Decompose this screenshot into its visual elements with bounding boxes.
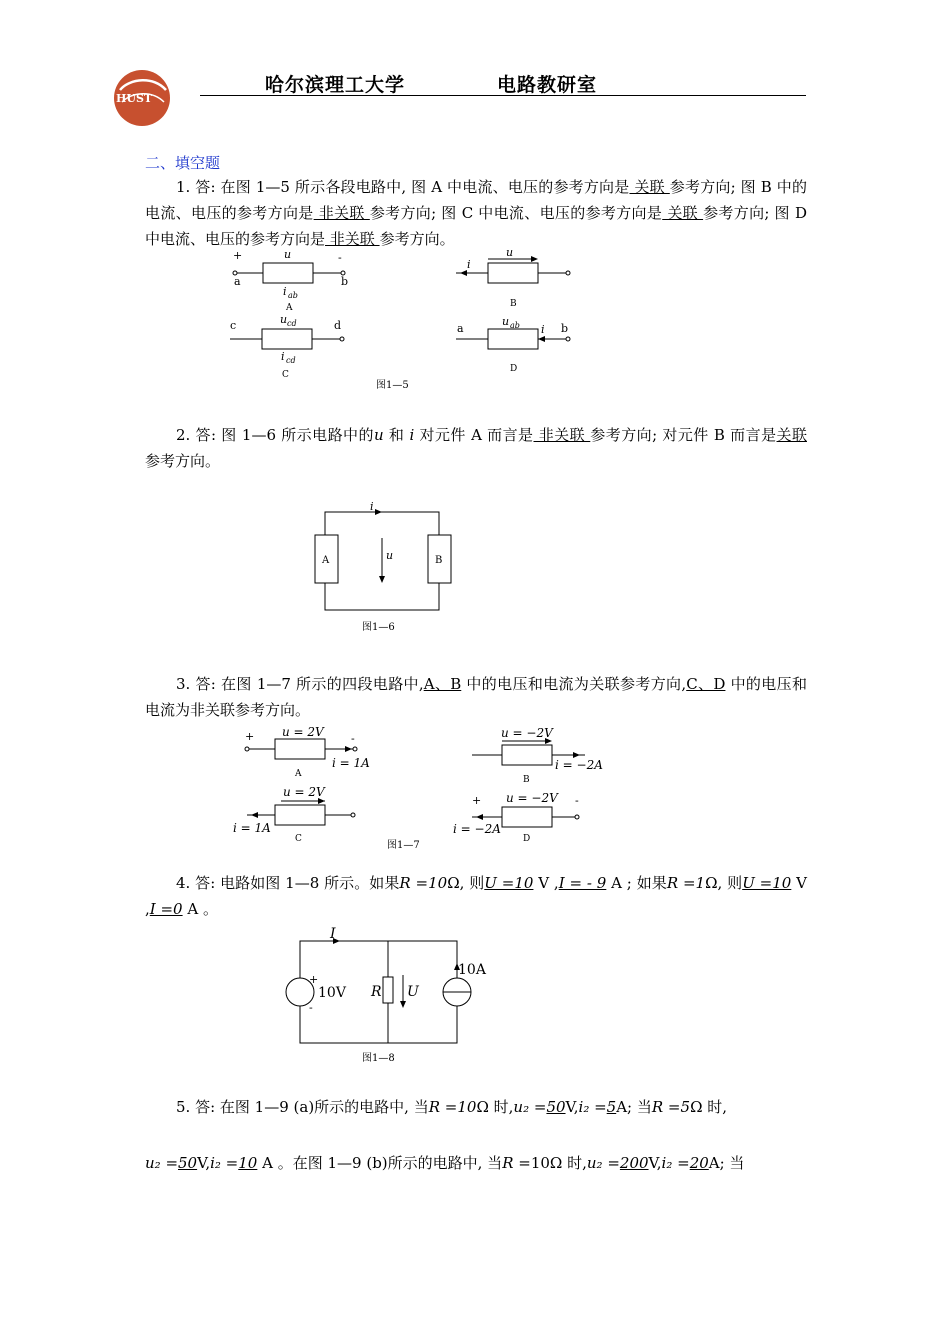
answer-4c: U =10 — [742, 874, 792, 892]
fig15-c-label: C — [282, 370, 289, 380]
answer-1a: 关联 — [629, 178, 670, 196]
answer-5a: 50 — [546, 1098, 566, 1116]
fig18-current-source: 10A — [458, 962, 486, 978]
figure-1-6 — [300, 498, 470, 638]
fig15-a-minus: - — [338, 251, 342, 264]
answer-1d: 非关联 — [325, 230, 380, 248]
fig17-b-label: B — [523, 775, 530, 785]
answer-5c: 50 — [178, 1154, 198, 1172]
answer-4a: U =10 — [484, 874, 534, 892]
fig15-b-u: u — [506, 246, 514, 259]
fig17-d-u: u = −2V — [506, 791, 558, 805]
question-5-continued: u₂ =50V,i₂ =10 A 。在图 1—9 (b)所示的电路中, 当R =10Ω 时,u₂ =200V,i₂ =20A; 当 — [145, 1154, 745, 1172]
question-4: 4. 答: 电路如图 1—8 所示。如果R =10Ω, 则U =10 V ,I = - 9 A ; 如果R =1Ω, 则U =10 V ,I =0 A 。 — [145, 874, 807, 918]
figure-1-5 — [220, 246, 600, 394]
hust-logo — [112, 68, 172, 128]
fig18-plus: + — [309, 973, 319, 986]
fig15-a-label: A — [286, 303, 293, 313]
q4-r1: R =10 — [399, 874, 448, 892]
fig17-d-plus: + — [472, 794, 482, 807]
answer-3b: C、D — [686, 675, 726, 693]
fig15-c-node-d: d — [334, 319, 342, 332]
answer-1c: 关联 — [662, 204, 704, 222]
fig17-d-label: D — [523, 834, 531, 844]
fig16-i: i — [370, 500, 374, 513]
question-3: 3. 答: 在图 1—7 所示的四段电路中,A、B 中的电压和电流为关联参考方向,C、D 中的电压和电流为非关联参考方向。 — [145, 675, 808, 719]
answer-3a: A、B — [423, 675, 462, 693]
fig17-a-i: i = 1A — [332, 756, 370, 770]
figure-1-8 — [280, 925, 500, 1070]
fig15-a-plus: + — [233, 249, 243, 262]
fig18-caption: 图1—8 — [362, 1053, 395, 1064]
fig17-a-plus: + — [245, 730, 255, 743]
section-title: 二、填空题 — [145, 154, 221, 172]
answer-5f: 20 — [689, 1154, 709, 1172]
fig17-caption: 图1—7 — [387, 840, 420, 851]
fig16-u: u — [386, 549, 394, 562]
fig15-c-u: u — [280, 313, 288, 326]
question-5: 5. 答: 在图 1—9 (a)所示的电路中, 当R =10Ω 时,u₂ =50V,i₂ =5A; 当R =5Ω 时, — [176, 1098, 728, 1116]
answer-2a: 非关联 — [533, 426, 591, 444]
fig15-d-i: i — [541, 323, 545, 336]
fig15-b-i: i — [467, 258, 471, 271]
answer-5e: 200 — [619, 1154, 649, 1172]
figure-1-7 — [225, 724, 615, 854]
fig18-voltage-source: 10V — [318, 985, 346, 1001]
fig15-caption: 图1—5 — [376, 380, 409, 391]
header-rule — [200, 95, 806, 96]
fig18-voltage-u: U — [407, 984, 419, 1000]
fig16-element-b: B — [435, 555, 443, 566]
fig15-a-isub: ab — [288, 291, 298, 300]
fig17-d-minus: - — [575, 794, 579, 807]
fig15-a-i: i — [283, 285, 287, 298]
answer-1b: 非关联 — [313, 204, 370, 222]
fig15-c-node-c: c — [230, 319, 237, 332]
answer-5d: 10 — [238, 1154, 258, 1172]
q4-r2: R =1 — [666, 874, 706, 892]
department-name: 电路教研室 — [497, 74, 598, 96]
fig18-minus: - — [309, 1001, 313, 1014]
fig15-d-node-b: b — [561, 322, 569, 335]
fig15-c-i: i — [281, 350, 285, 363]
fig18-resistor-r: R — [371, 984, 382, 1000]
fig15-d-u: u — [502, 315, 510, 328]
fig15-a-u: u — [284, 248, 292, 261]
fig17-d-i: i = −2A — [453, 822, 501, 836]
answer-4b: I = - 9 — [558, 874, 607, 892]
fig17-c-u: u = 2V — [283, 785, 325, 799]
question-2: 2. 答: 图 1—6 所示电路中的u 和 i 对元件 A 而言是 非关联 参考方向; 对元件 B 而言是关联 参考方向。 — [145, 426, 807, 470]
fig15-b-label: B — [510, 299, 517, 309]
fig17-a-minus: - — [351, 732, 355, 745]
fig15-c-isub: cd — [286, 356, 296, 365]
answer-4d: I =0 — [149, 900, 183, 918]
university-name: 哈尔滨理工大学 — [265, 74, 406, 96]
fig16-caption: 图1—6 — [362, 622, 395, 633]
question-1: 1. 答: 在图 1—5 所示各段电路中, 图 A 中电流、电压的参考方向是 关联 参考方向; 图 B 中的电流、电压的参考方向是 非关联 参考方向; 图 C 中电流、电压的参考方向是 关联 参考方向; 图 D 中电流、电压的参考方向是 非关联 参考方向。 — [145, 178, 807, 248]
fig15-d-label: D — [510, 364, 518, 374]
logo-text: HUST — [116, 92, 153, 105]
answer-2b: 关联 — [776, 426, 807, 444]
fig17-c-i: i = 1A — [233, 821, 271, 835]
fig15-a-node-a: a — [234, 275, 241, 288]
fig17-a-label: A — [295, 769, 302, 779]
fig15-c-usub: cd — [287, 319, 297, 328]
fig15-d-usub: ab — [510, 321, 520, 330]
fig17-a-u: u = 2V — [282, 725, 324, 739]
fig15-d-node-a: a — [457, 322, 464, 335]
fig18-current-i: I — [330, 926, 336, 942]
fig17-c-label: C — [295, 834, 302, 844]
fig16-element-a: A — [322, 555, 330, 566]
fig17-b-u: u = −2V — [501, 726, 553, 740]
answer-5b: 5 — [606, 1098, 617, 1116]
fig17-b-i: i = −2A — [555, 758, 603, 772]
fig15-a-node-b: b — [341, 275, 349, 288]
